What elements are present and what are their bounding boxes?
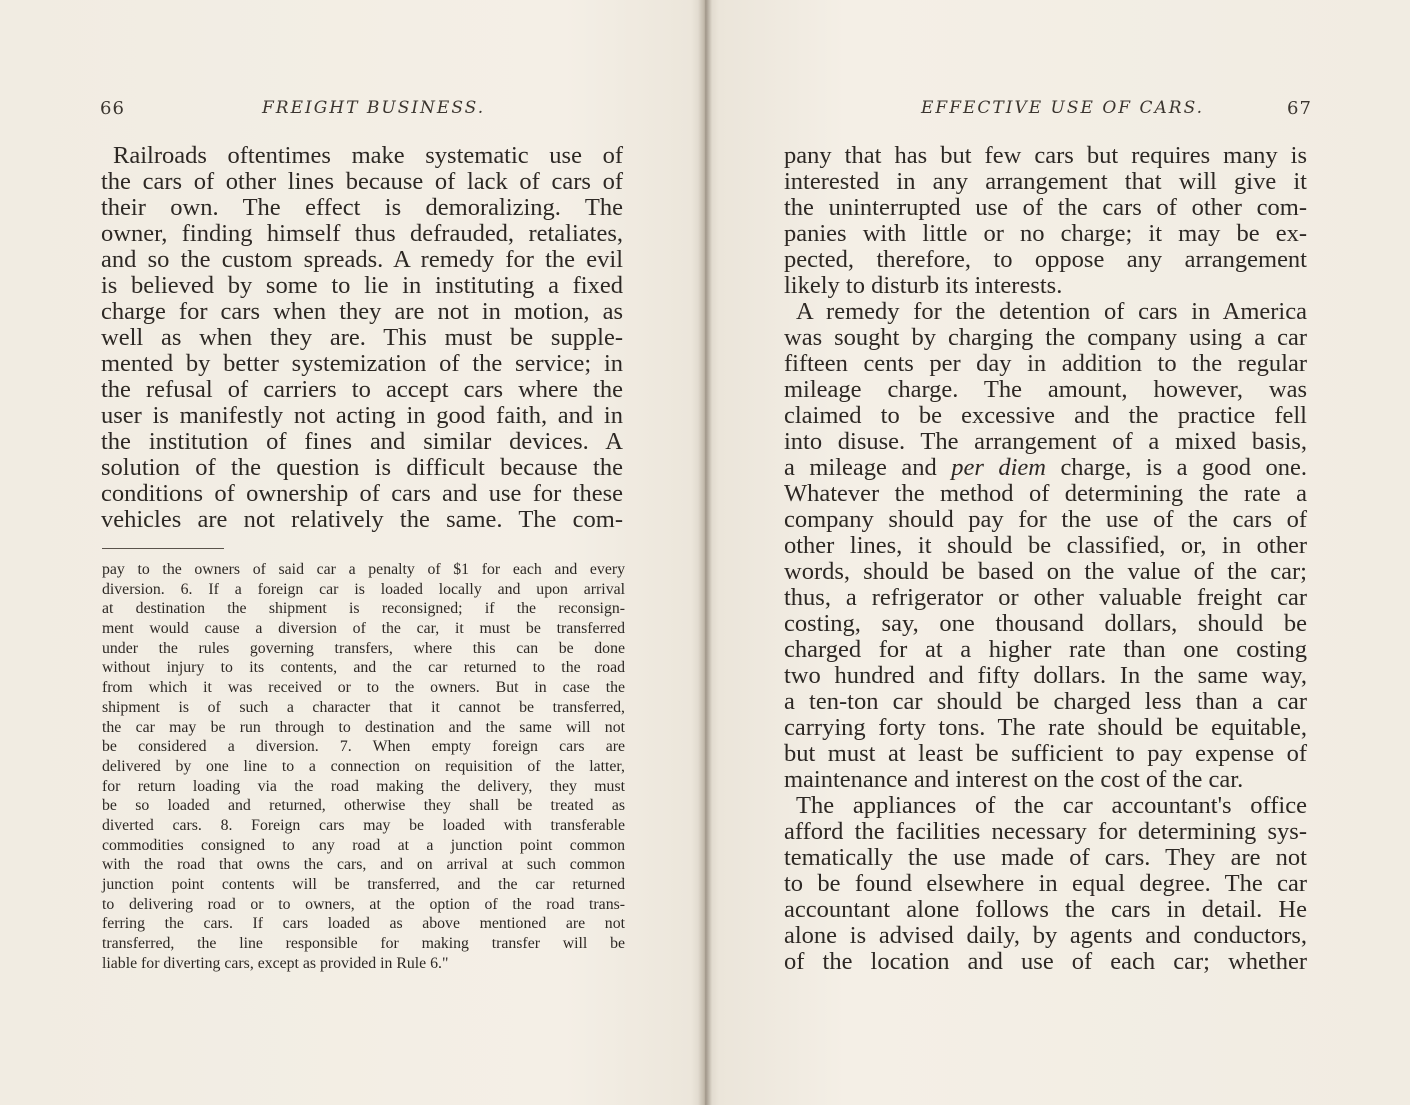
- left-running-head: FREIGHT BUSINESS.: [262, 98, 486, 118]
- right-body-text: [784, 143, 1307, 975]
- body-line: likely to disturb its interests.: [784, 272, 1063, 299]
- body-line: tematically the use made of cars. They are not: [784, 844, 1307, 871]
- footnote-line: with the road that owns the cars, and on arrival at such common: [102, 856, 625, 874]
- body-line: alone is advised daily, by agents and conductors,: [784, 922, 1307, 949]
- body-line: company should pay for the use of the cars of: [784, 506, 1307, 533]
- body-line: charged for at a higher rate than one costing: [784, 636, 1307, 663]
- footnote-line: under the rules governing transfers, where this can be done: [102, 639, 625, 657]
- footnote-line: ferring the cars. If cars loaded as above mentioned are not: [102, 915, 625, 933]
- right-page: [705, 0, 1410, 1105]
- footnote-line: diverted cars. 8. Foreign cars may be loaded with transferable: [102, 816, 625, 834]
- body-line: pany that has but few cars but requires many is: [784, 142, 1307, 169]
- left-page-number: 66: [100, 98, 125, 119]
- footnote-line: the car may be run through to destination and the same will not: [102, 718, 625, 736]
- body-line: pected, therefore, to oppose any arrangement: [784, 246, 1307, 273]
- body-line: into disuse. The arrangement of a mixed basis,: [784, 428, 1307, 455]
- footnote-line: ment would cause a diversion of the car, it must be transferred: [102, 620, 625, 638]
- footnote-line: without injury to its contents, and the car returned to the road: [102, 659, 625, 677]
- footnote-line: transferred, the line responsible for making transfer will be: [102, 935, 625, 953]
- body-line: carrying forty tons. The rate should be equitable,: [784, 714, 1307, 741]
- footnote-line: pay to the owners of said car a penalty of $1 for each and every: [102, 561, 625, 578]
- footnote: [102, 560, 625, 973]
- body-line: well as when they are. This must be supple-: [101, 324, 623, 351]
- right-running-head: EFFECTIVE USE OF CARS.: [921, 98, 1205, 118]
- body-line: is believed by some to lie in instituting a fixed: [101, 272, 623, 299]
- body-line: fifteen cents per day in addition to the regular: [784, 350, 1307, 377]
- body-line: to be found elsewhere in equal degree. The car: [784, 870, 1307, 897]
- body-line: owner, finding himself thus defrauded, retaliates,: [101, 220, 623, 247]
- body-line: vehicles are not relatively the same. The com-: [101, 506, 623, 533]
- footnote-line: be considered a diversion. 7. When empty foreign cars are: [102, 738, 625, 756]
- footnote-line: junction point contents will be transferred, and the car returned: [102, 876, 625, 893]
- footnote-line: diversion. 6. If a foreign car is loaded locally and upon arrival: [102, 580, 625, 598]
- body-line: the cars of other lines because of lack of cars of: [101, 168, 623, 195]
- footnote-rule: [102, 548, 224, 549]
- body-line: costing, say, one thousand dollars, should be: [784, 610, 1307, 637]
- footnote-line: at destination the shipment is reconsigned; if the reconsign-: [102, 600, 625, 618]
- body-line: mented by better systemization of the service; in: [101, 350, 623, 377]
- footnote-line: delivered by one line to a connection on requisition of the latter,: [102, 757, 625, 775]
- left-body-text: [101, 143, 623, 533]
- body-line: The appliances of the car accountant's office: [796, 792, 1307, 819]
- body-line: other lines, it should be classified, or, in other: [784, 532, 1307, 559]
- body-line: a ten-ton car should be charged less than a car: [784, 688, 1307, 715]
- body-line: Railroads oftentimes make systematic use of: [113, 142, 623, 169]
- right-page-number: 67: [1287, 98, 1312, 119]
- body-line: words, should be based on the value of the car;: [784, 558, 1307, 585]
- body-line: conditions of ownership of cars and use for these: [101, 480, 623, 507]
- body-line: the uninterrupted use of the cars of other com-: [784, 194, 1307, 221]
- footnote-line: for return loading via the road making the delivery, they must: [102, 777, 625, 795]
- body-line: was sought by charging the company using a car: [784, 324, 1307, 351]
- italic-per-diem: per diem: [951, 454, 1046, 481]
- body-line: two hundred and fifty dollars. In the same way,: [784, 662, 1307, 689]
- body-line: Whatever the method of determining the rate a: [784, 480, 1307, 507]
- footnote-line: liable for diverting cars, except as provided in Rule 6.": [102, 954, 449, 972]
- body-line: thus, a refrigerator or other valuable freight car: [784, 584, 1307, 611]
- body-line: A remedy for the detention of cars in America: [796, 298, 1307, 325]
- footnote-line: from which it was received or to the owners. But in case the: [102, 679, 625, 697]
- body-line: interested in any arrangement that will give it: [784, 168, 1307, 195]
- body-line: user is manifestly not acting in good faith, and in: [101, 402, 623, 429]
- body-line: solution of the question is difficult because the: [101, 454, 623, 481]
- footnote-line: commodities consigned to any road at a junction point common: [102, 836, 625, 854]
- body-line: and so the custom spreads. A remedy for the evil: [101, 246, 623, 273]
- body-line: panies with little or no charge; it may be ex-: [784, 220, 1307, 247]
- body-line: the institution of fines and similar devices. A: [101, 428, 623, 455]
- body-line: charge for cars when they are not in motion, as: [101, 298, 623, 325]
- body-line: claimed to be excessive and the practice fell: [784, 402, 1307, 429]
- footnote-line: be so loaded and returned, otherwise they shall be treated as: [102, 797, 625, 815]
- body-line: maintenance and interest on the cost of the car.: [784, 766, 1244, 793]
- body-line: the refusal of carriers to accept cars where the: [101, 376, 623, 403]
- body-line: mileage charge. The amount, however, was: [784, 376, 1307, 403]
- body-line: of the location and use of each car; whether: [784, 948, 1307, 975]
- body-line: accountant alone follows the cars in detail. He: [784, 896, 1307, 923]
- footnote-line: to delivering road or to owners, at the option of the road trans-: [102, 895, 625, 913]
- body-line: their own. The effect is demoralizing. The: [101, 194, 623, 221]
- body-line: afford the facilities necessary for determining sys-: [784, 818, 1307, 845]
- body-line-mixed: a mileage and per diem charge, is a good one.: [784, 454, 1307, 481]
- body-line: but must at least be sufficient to pay expense of: [784, 740, 1307, 767]
- footnote-line: shipment is of such a character that it cannot be transferred,: [102, 698, 625, 716]
